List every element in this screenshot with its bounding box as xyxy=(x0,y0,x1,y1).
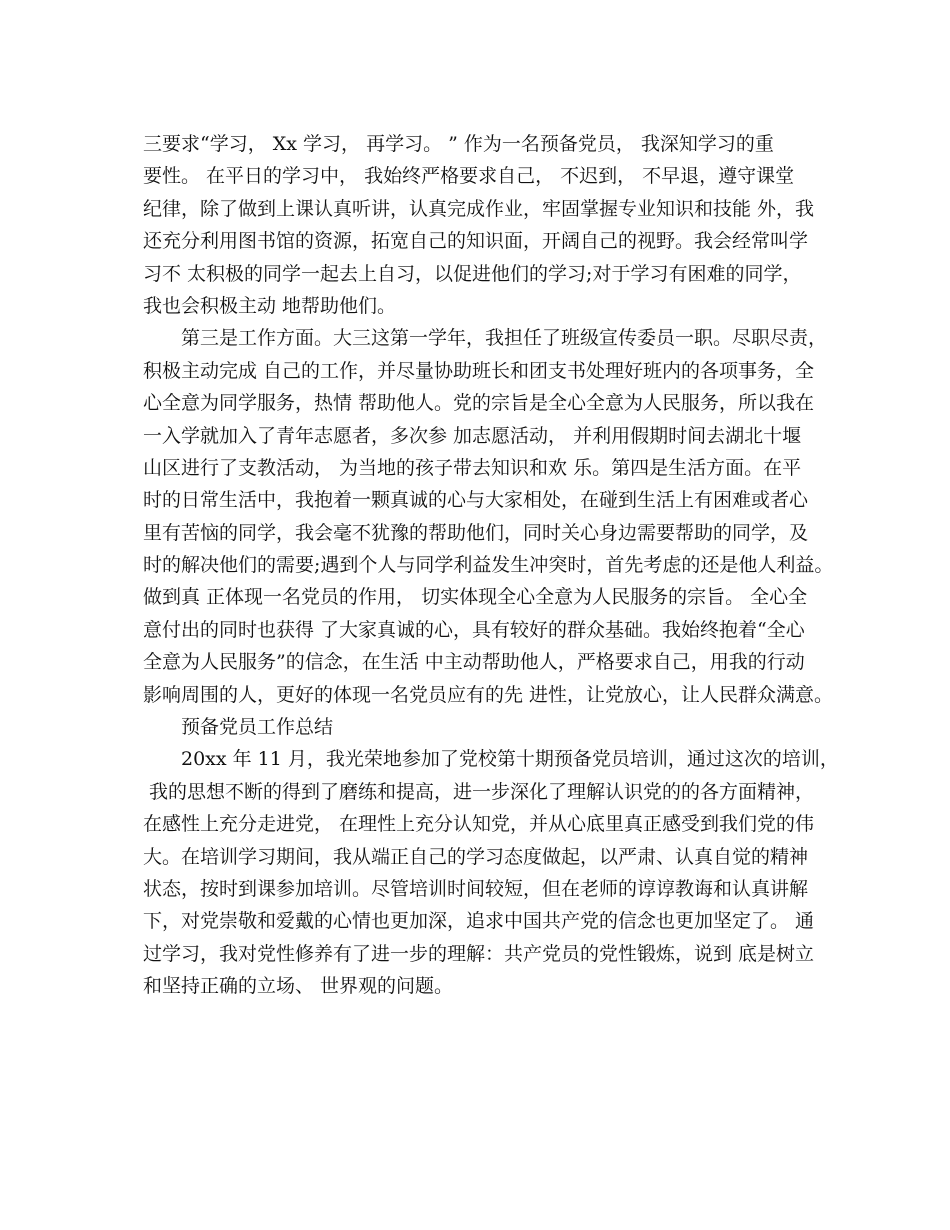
text-line: 第三是工作方面。大三这第一学年，我担任了班级宣传委员一职。尽职尽责， xyxy=(143,327,828,350)
text-line: 三要求“学习， Xx 学习， 再学习。 ” 作为一名预备党员， 我深知学习的重 xyxy=(143,133,774,155)
text-line: 时的日常生活中，我抱着一颗真诚的心与大家相处，在碰到生活上有困难或者心 xyxy=(143,489,809,512)
text-line: 时的解决他们的需要;遇到个人与同学利益发生冲突时，首先考虑的还是他人利益。 xyxy=(143,554,834,577)
text-line: 和坚持正确的立场、 世界观的问题。 xyxy=(143,975,454,998)
text-line: 全意为人民服务”的信念，在生活 中主动帮助他人，严格要求自己，用我的行动 xyxy=(143,651,805,674)
text-line: 过学习，我对党性修养有了进一步的理解：共产党员的党性锻炼，说到 底是树立 xyxy=(143,942,815,965)
text-line: 习不 太积极的同学一起去上自习，以促进他们的学习;对于学习有困难的同学， xyxy=(143,262,802,285)
text-line: 状态，按时到课参加培训。尽管培训时间较短，但在老师的谆谆教诲和认真讲解 xyxy=(143,877,809,900)
text-line: 我也会积极主动 地帮助他们。 xyxy=(143,294,397,317)
text-line: 要性。 在平日的学习中， 我始终严格要求自己， 不迟到， 不早退，遵守课堂 xyxy=(143,165,795,188)
text-line: 影响周围的人，更好的体现一名党员应有的先 进性，让党放心，让人民群众满意。 xyxy=(143,683,834,706)
text-line: 一入学就加入了青年志愿者，多次参 加志愿活动， 并利用假期时间去湖北十堰 xyxy=(143,424,802,447)
text-line: 山区进行了支教活动， 为当地的孩子带去知识和欢 乐。第四是生活方面。在平 xyxy=(143,456,802,479)
text-line: 意付出的同时也获得 了大家真诚的心，具有较好的群众基础。我始终抱着“全心 xyxy=(143,618,805,641)
text-line: 心全意为同学服务，热情 帮助他人。党的宗旨是全心全意为人民服务，所以我在 xyxy=(143,392,815,415)
text-line: 在感性上充分走进党， 在理性上充分认知党，并从心底里真正感受到我们党的伟 xyxy=(143,813,815,836)
section-heading: 预备党员工作总结 xyxy=(143,716,334,739)
text-line: 积极主动完成 自己的工作，并尽量协助班长和团支书处理好班内的各项事务，全 xyxy=(143,359,815,382)
text-line: 我的思想不断的得到了磨练和提高，进一步深化了理解认识党的的各方面精神， xyxy=(143,780,815,803)
text-line: 20xx 年 11 月，我光荣地参加了党校第十期预备党员培训，通过这次的培训， xyxy=(143,748,839,771)
text-line: 纪律，除了做到上课认真听讲，认真完成作业，牢固掌握专业知识和技能 外，我 xyxy=(143,197,815,220)
text-line: 还充分利用图书馆的资源，拓宽自己的知识面，开阔自己的视野。我会经常叫学 xyxy=(143,230,809,253)
text-line: 做到真 正体现一名党员的作用， 切实体现全心全意为人民服务的宗旨。 全心全 xyxy=(143,586,808,609)
text-line: 大。在培训学习期间，我从端正自己的学习态度做起，以严肃、认真自觉的精神 xyxy=(143,845,809,868)
document-body xyxy=(143,128,843,1003)
text-line: 里有苦恼的同学，我会毫不犹豫的帮助他们，同时关心身边需要帮助的同学，及 xyxy=(143,521,809,544)
text-line: 下，对党崇敬和爱戴的心情也更加深，追求中国共产党的信念也更加坚定了。 通 xyxy=(143,910,815,933)
